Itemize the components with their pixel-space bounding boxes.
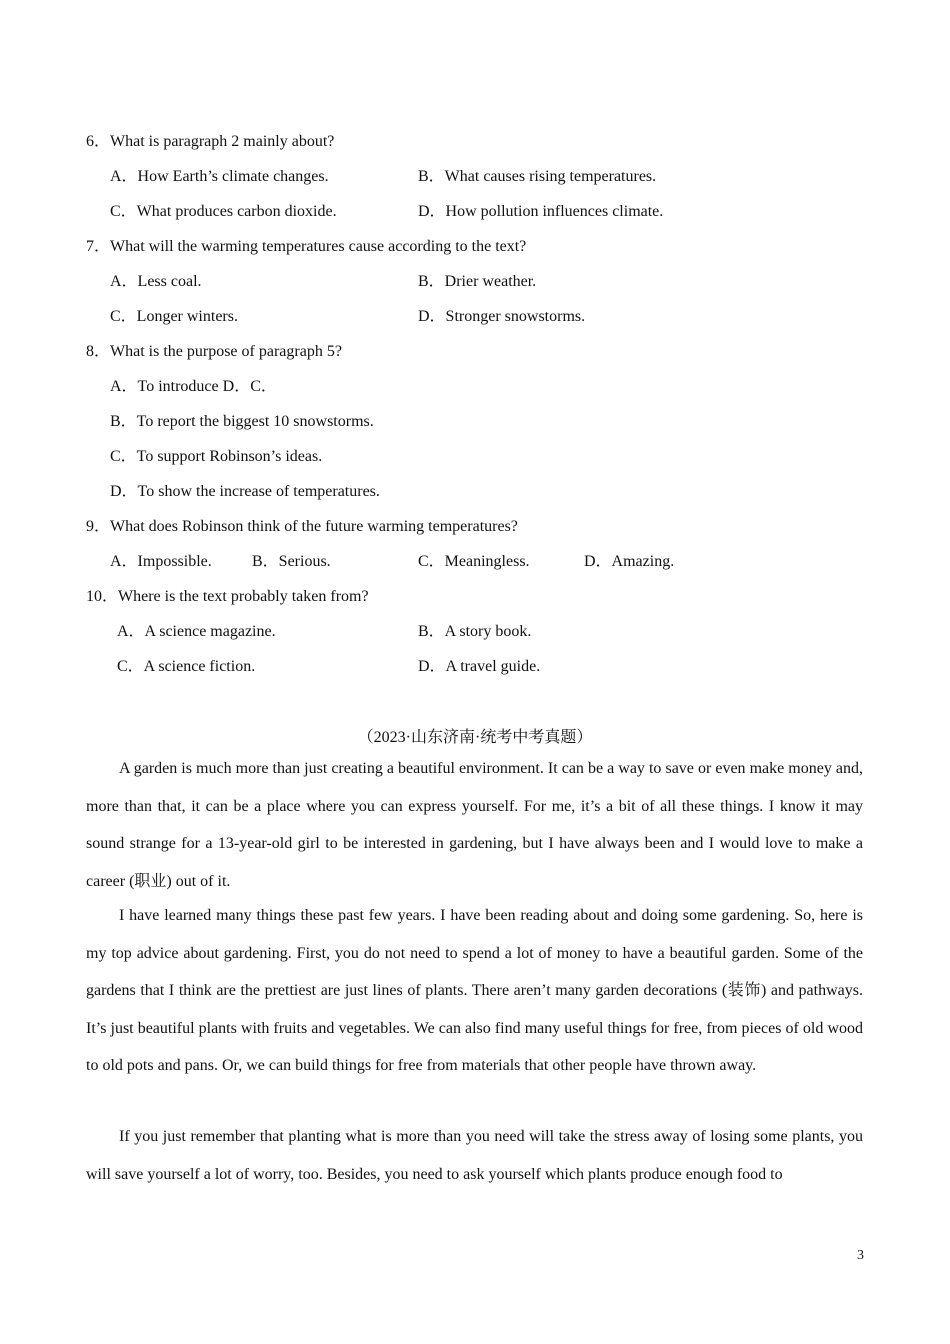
- question-7-option-b: B．Drier weather.: [418, 273, 537, 290]
- question-6-option-b: B．What causes rising temperatures.: [418, 168, 657, 185]
- question-7-option-d: D．Stronger snowstorms.: [418, 308, 586, 325]
- question-9-option-a: A．Impossible.: [110, 553, 212, 570]
- question-10-option-a: A．A science magazine.: [117, 623, 276, 640]
- question-6-option-c: C．What produces carbon dioxide.: [110, 203, 337, 220]
- question-9-option-c: C．Meaningless.: [418, 553, 530, 570]
- question-8-stem: 8．What is the purpose of paragraph 5?: [86, 343, 342, 360]
- question-9-option-d: D．Amazing.: [584, 553, 675, 570]
- question-8-option-d: D．To show the increase of temperatures.: [110, 483, 380, 500]
- question-7-option-a: A．Less coal.: [110, 273, 202, 290]
- question-9-option-b: B．Serious.: [252, 553, 331, 570]
- page-number: 3: [857, 1248, 864, 1263]
- question-10-option-b: B．A story book.: [418, 623, 532, 640]
- passage-source-heading: （2023·山东济南·统考中考真题）: [357, 729, 593, 746]
- question-7-stem: 7．What will the warming temperatures cause according to the text?: [86, 238, 527, 255]
- passage-paragraph-2: I have learned many things these past few years. I have been reading about and doing some gardening. So, here is my top advice about gardening. First, you do not need to spend a lot of money to have a beautiful garden. Some of the gardens that I think are the prettiest are just lines of plants. There aren’t many garden decorations (装饰) and pathways. It’s just beautiful plants with fruits and vegetables. We can also find many useful things for free, from pieces of old wood to old pots and pans. Or, we can build things for free from materials that other people have thrown away.: [86, 907, 863, 1074]
- question-8-option-b: B．To report the biggest 10 snowstorms.: [110, 413, 374, 430]
- question-6-stem: 6．What is paragraph 2 mainly about?: [86, 133, 335, 150]
- question-10-option-d: D．A travel guide.: [418, 658, 541, 675]
- passage-paragraph-1: A garden is much more than just creating a beautiful environment. It can be a way to save or even make money and, more than that, it can be a place where you can express yourself. For me, it’s a bit of all these things. I know it may sound strange for a 13-year-old girl to be interested in gardening, but I have always been and I would love to make a career (职业) out of it.: [86, 760, 863, 890]
- question-9-stem: 9．What does Robinson think of the future warming temperatures?: [86, 518, 518, 535]
- question-8-option-c: C．To support Robinson’s ideas.: [110, 448, 323, 465]
- passage-paragraph-3: If you just remember that planting what is more than you need will take the stress away of losing some plants, you will save yourself a lot of worry, too. Besides, you need to ask yourself which plants produce enough food to: [86, 1128, 863, 1183]
- question-6-option-d: D．How pollution influences climate.: [418, 203, 664, 220]
- question-7-option-c: C．Longer winters.: [110, 308, 238, 325]
- question-8-option-a: A．To introduce D．C．: [110, 378, 277, 395]
- question-6-option-a: A．How Earth’s climate changes.: [110, 168, 329, 185]
- question-10-option-c: C．A science fiction.: [117, 658, 256, 675]
- question-10-stem: 10．Where is the text probably taken from?: [86, 588, 369, 605]
